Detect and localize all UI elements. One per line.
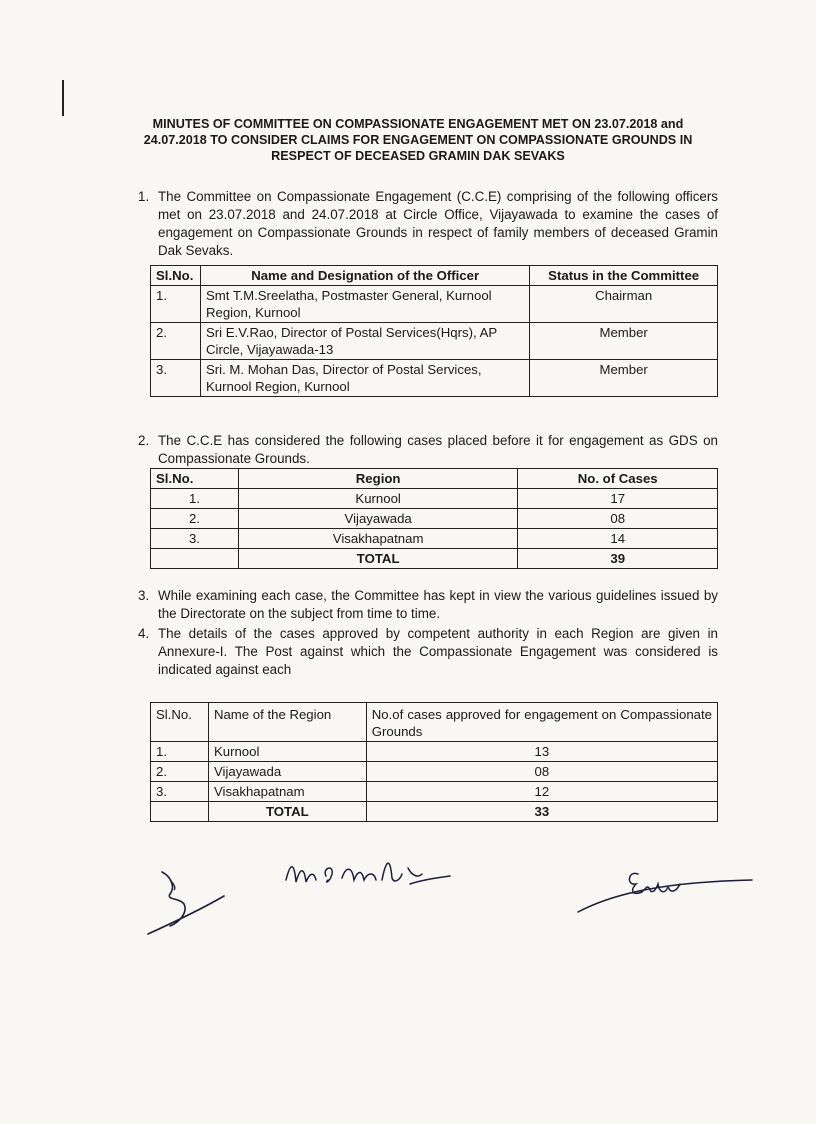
- table-cell: Kurnool: [208, 742, 366, 762]
- table-cell: [151, 549, 239, 569]
- header-cell: Status in the Committee: [530, 266, 718, 286]
- paragraph-number: 3.: [138, 588, 150, 603]
- paragraph-number: 2.: [138, 433, 150, 448]
- paragraph-text: The C.C.E has considered the following cases placed before it for engagement as GDS on Compassionate Grounds.: [158, 433, 718, 466]
- table-cell: 08: [366, 762, 717, 782]
- paragraph-4: [138, 625, 718, 679]
- table-cell: 3.: [151, 360, 201, 397]
- table-header-row: [151, 266, 718, 286]
- table-cell: 13: [366, 742, 717, 762]
- table-cell: 17: [518, 489, 718, 509]
- header-cell: Name of the Region: [208, 703, 366, 742]
- table-header-row: [151, 469, 718, 489]
- table-cell: Vijayawada: [238, 509, 518, 529]
- table-cell: 1.: [151, 489, 239, 509]
- table-total-row: [151, 549, 718, 569]
- table-row: [151, 286, 718, 323]
- total-label: TOTAL: [238, 549, 518, 569]
- header-cell: Name and Designation of the Officer: [200, 266, 529, 286]
- table-cell: Sri E.V.Rao, Director of Postal Services(Hqrs), AP Circle, Vijayawada-13: [200, 323, 529, 360]
- table-cell: [151, 802, 209, 822]
- table-total-row: [151, 802, 718, 822]
- table-cell: Visakhapatnam: [238, 529, 518, 549]
- margin-mark: [62, 80, 64, 116]
- paragraph-number: 4.: [138, 626, 150, 641]
- header-cell: No. of Cases: [518, 469, 718, 489]
- paragraph-text: The Committee on Compassionate Engagement (C.C.E) comprising of the following officers met on 23.07.2018 and 24.07.2018 at Circle Office, Vijayawada to examine the cases of engagement on Compassionate Grounds in respect of family members of deceased Gramin Dak Sevaks.: [158, 189, 718, 258]
- header-cell: Region: [238, 469, 518, 489]
- title-line-3: RESPECT OF DECEASED GRAMIN DAK SEVAKS: [271, 149, 565, 163]
- signature-left: [140, 860, 250, 940]
- table-cell: 3.: [151, 782, 209, 802]
- table-cell: Member: [530, 323, 718, 360]
- table-cell: Visakhapatnam: [208, 782, 366, 802]
- table-cell: Smt T.M.Sreelatha, Postmaster General, Kurnool Region, Kurnool: [200, 286, 529, 323]
- table-cell: 1.: [151, 286, 201, 323]
- table-cell: Sri. M. Mohan Das, Director of Postal Services, Kurnool Region, Kurnool: [200, 360, 529, 397]
- table-cell: Vijayawada: [208, 762, 366, 782]
- table-cell: 2.: [151, 762, 209, 782]
- approved-cases-table: [150, 702, 718, 822]
- table-cell: 12: [366, 782, 717, 802]
- document-title: [118, 116, 718, 164]
- header-cell: Sl.No.: [151, 266, 201, 286]
- paragraph-3: [138, 587, 718, 623]
- table-cell: Chairman: [530, 286, 718, 323]
- cases-table: [150, 468, 718, 569]
- table-row: [151, 782, 718, 802]
- title-line-1: MINUTES OF COMMITTEE ON COMPASSIONATE ENGAGEMENT MET ON 23.07.2018 and: [152, 117, 684, 131]
- total-label: TOTAL: [208, 802, 366, 822]
- table-row: [151, 323, 718, 360]
- paragraph-text: The details of the cases approved by competent authority in each Region are given in Annexure-I. The Post against which the Compassionate Engagement was considered is indicated against each: [158, 626, 718, 677]
- title-line-2: 24.07.2018 TO CONSIDER CLAIMS FOR ENGAGEMENT ON COMPASSIONATE GROUNDS IN: [143, 133, 693, 147]
- table-cell: 08: [518, 509, 718, 529]
- table-row: [151, 360, 718, 397]
- total-value: 39: [518, 549, 718, 569]
- signature-right: [572, 860, 762, 920]
- table-cell: 2.: [151, 509, 239, 529]
- header-cell: Sl.No.: [151, 703, 209, 742]
- table-header-row: [151, 703, 718, 742]
- table-row: [151, 762, 718, 782]
- header-cell: No.of cases approved for engagement on Compassionate Grounds: [366, 703, 717, 742]
- table-cell: 1.: [151, 742, 209, 762]
- paragraph-number: 1.: [138, 189, 150, 204]
- table-cell: Kurnool: [238, 489, 518, 509]
- paragraph-1: [138, 188, 718, 260]
- table-cell: 14: [518, 529, 718, 549]
- table-row: [151, 489, 718, 509]
- signature-middle: [282, 850, 462, 900]
- paragraph-2: [138, 432, 718, 468]
- table-cell: 2.: [151, 323, 201, 360]
- table-cell: Member: [530, 360, 718, 397]
- table-row: [151, 509, 718, 529]
- officers-table: [150, 265, 718, 397]
- paragraph-text: While examining each case, the Committee has kept in view the various guidelines issued by the Directorate on the subject from time to time.: [158, 588, 718, 621]
- table-row: [151, 742, 718, 762]
- table-row: [151, 529, 718, 549]
- total-value: 33: [366, 802, 717, 822]
- header-cell: Sl.No.: [151, 469, 239, 489]
- table-cell: 3.: [151, 529, 239, 549]
